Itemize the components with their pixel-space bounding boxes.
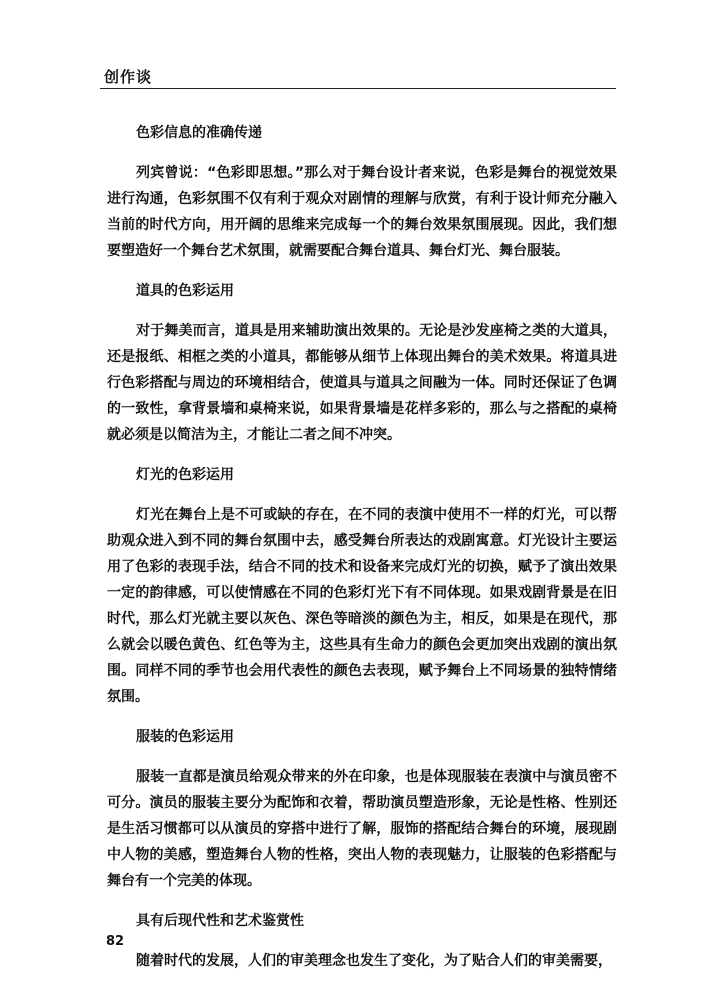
section-heading-props: 道具的色彩运用 [136, 283, 234, 299]
section-paragraph-color-info: 列宾曾说：“色彩即思想。”那么对于舞台设计者来说，色彩是舞台的视觉效果进行沟通，色彩氛围不仅有利于观众对剧情的理解与欣赏，有利于设计师充分融入当前的时代方向，用开阔的思维来完成每一个的舞台效果氛围展现。因此，我们想要塑造好一个舞台艺术氛围，就需要配合舞台道具、舞台灯光、舞台服装。 [107, 165, 617, 259]
section-heading-lighting: 灯光的色彩运用 [136, 467, 234, 483]
section-heading-postmodern: 具有后现代性和艺术鉴赏性 [136, 913, 304, 929]
article-body [107, 122, 617, 974]
section-paragraph-costume: 服装一直都是演员给观众带来的外在印象，也是体现服装在表演中与演员密不可分。演员的服装主要分为配饰和衣着，帮助演员塑造形象，无论是性格、性别还是生活习惯都可以从演员的穿搭中进行了解，服饰的搭配结合舞台的环境，展现剧中人物的美感，塑造舞台人物的性格，突出人物的表现魅力，让服装的色彩搭配与舞台有一个完美的体现。 [107, 769, 617, 889]
section-heading-color-info: 色彩信息的准确传递 [136, 125, 262, 141]
running-header: 创作谈 [104, 68, 153, 86]
section-paragraph-props: 对于舞美而言，道具是用来辅助演出效果的。无论是沙发座椅之类的大道具，还是报纸、相框之类的小道具，都能够从细节上体现出舞台的美术效果。将道具进行色彩搭配与周边的环境相结合，使道具与道具之间融为一体。同时还保证了色调的一致性，拿背景墙和桌椅来说，如果背景墙是花样多彩的，那么与之搭配的桌椅就必须是以简洁为主，才能让二者之间不冲突。 [107, 323, 617, 443]
section-paragraph-postmodern: 随着时代的发展，人们的审美理念也发生了变化，为了贴合人们的审美需要， [136, 953, 612, 969]
section-paragraph-lighting: 灯光在舞台上是不可或缺的存在，在不同的表演中使用不一样的灯光，可以帮助观众进入到不同的舞台氛围中去，感受舞台所表达的戏剧寓意。灯光设计主要运用了色彩的表现手法，结合不同的技术和设备来完成灯光的切换，赋予了演出效果一定的韵律感，可以使情感在不同的色彩灯光下有不同体现。如果戏剧背景是在旧时代，那么灯光就主要以灰色、深色等暗淡的颜色为主，相反，如果是在现代，那么就会以暖色黄色、红色等为主，这些具有生命力的颜色会更加突出戏剧的演出氛围。同样不同的季节也会用代表性的颜色去表现，赋予舞台上不同场景的独特情绪氛围。 [107, 507, 617, 705]
section-heading-costume: 服装的色彩运用 [136, 729, 234, 745]
header-divider [100, 88, 616, 89]
page-number: 82 [106, 934, 125, 949]
